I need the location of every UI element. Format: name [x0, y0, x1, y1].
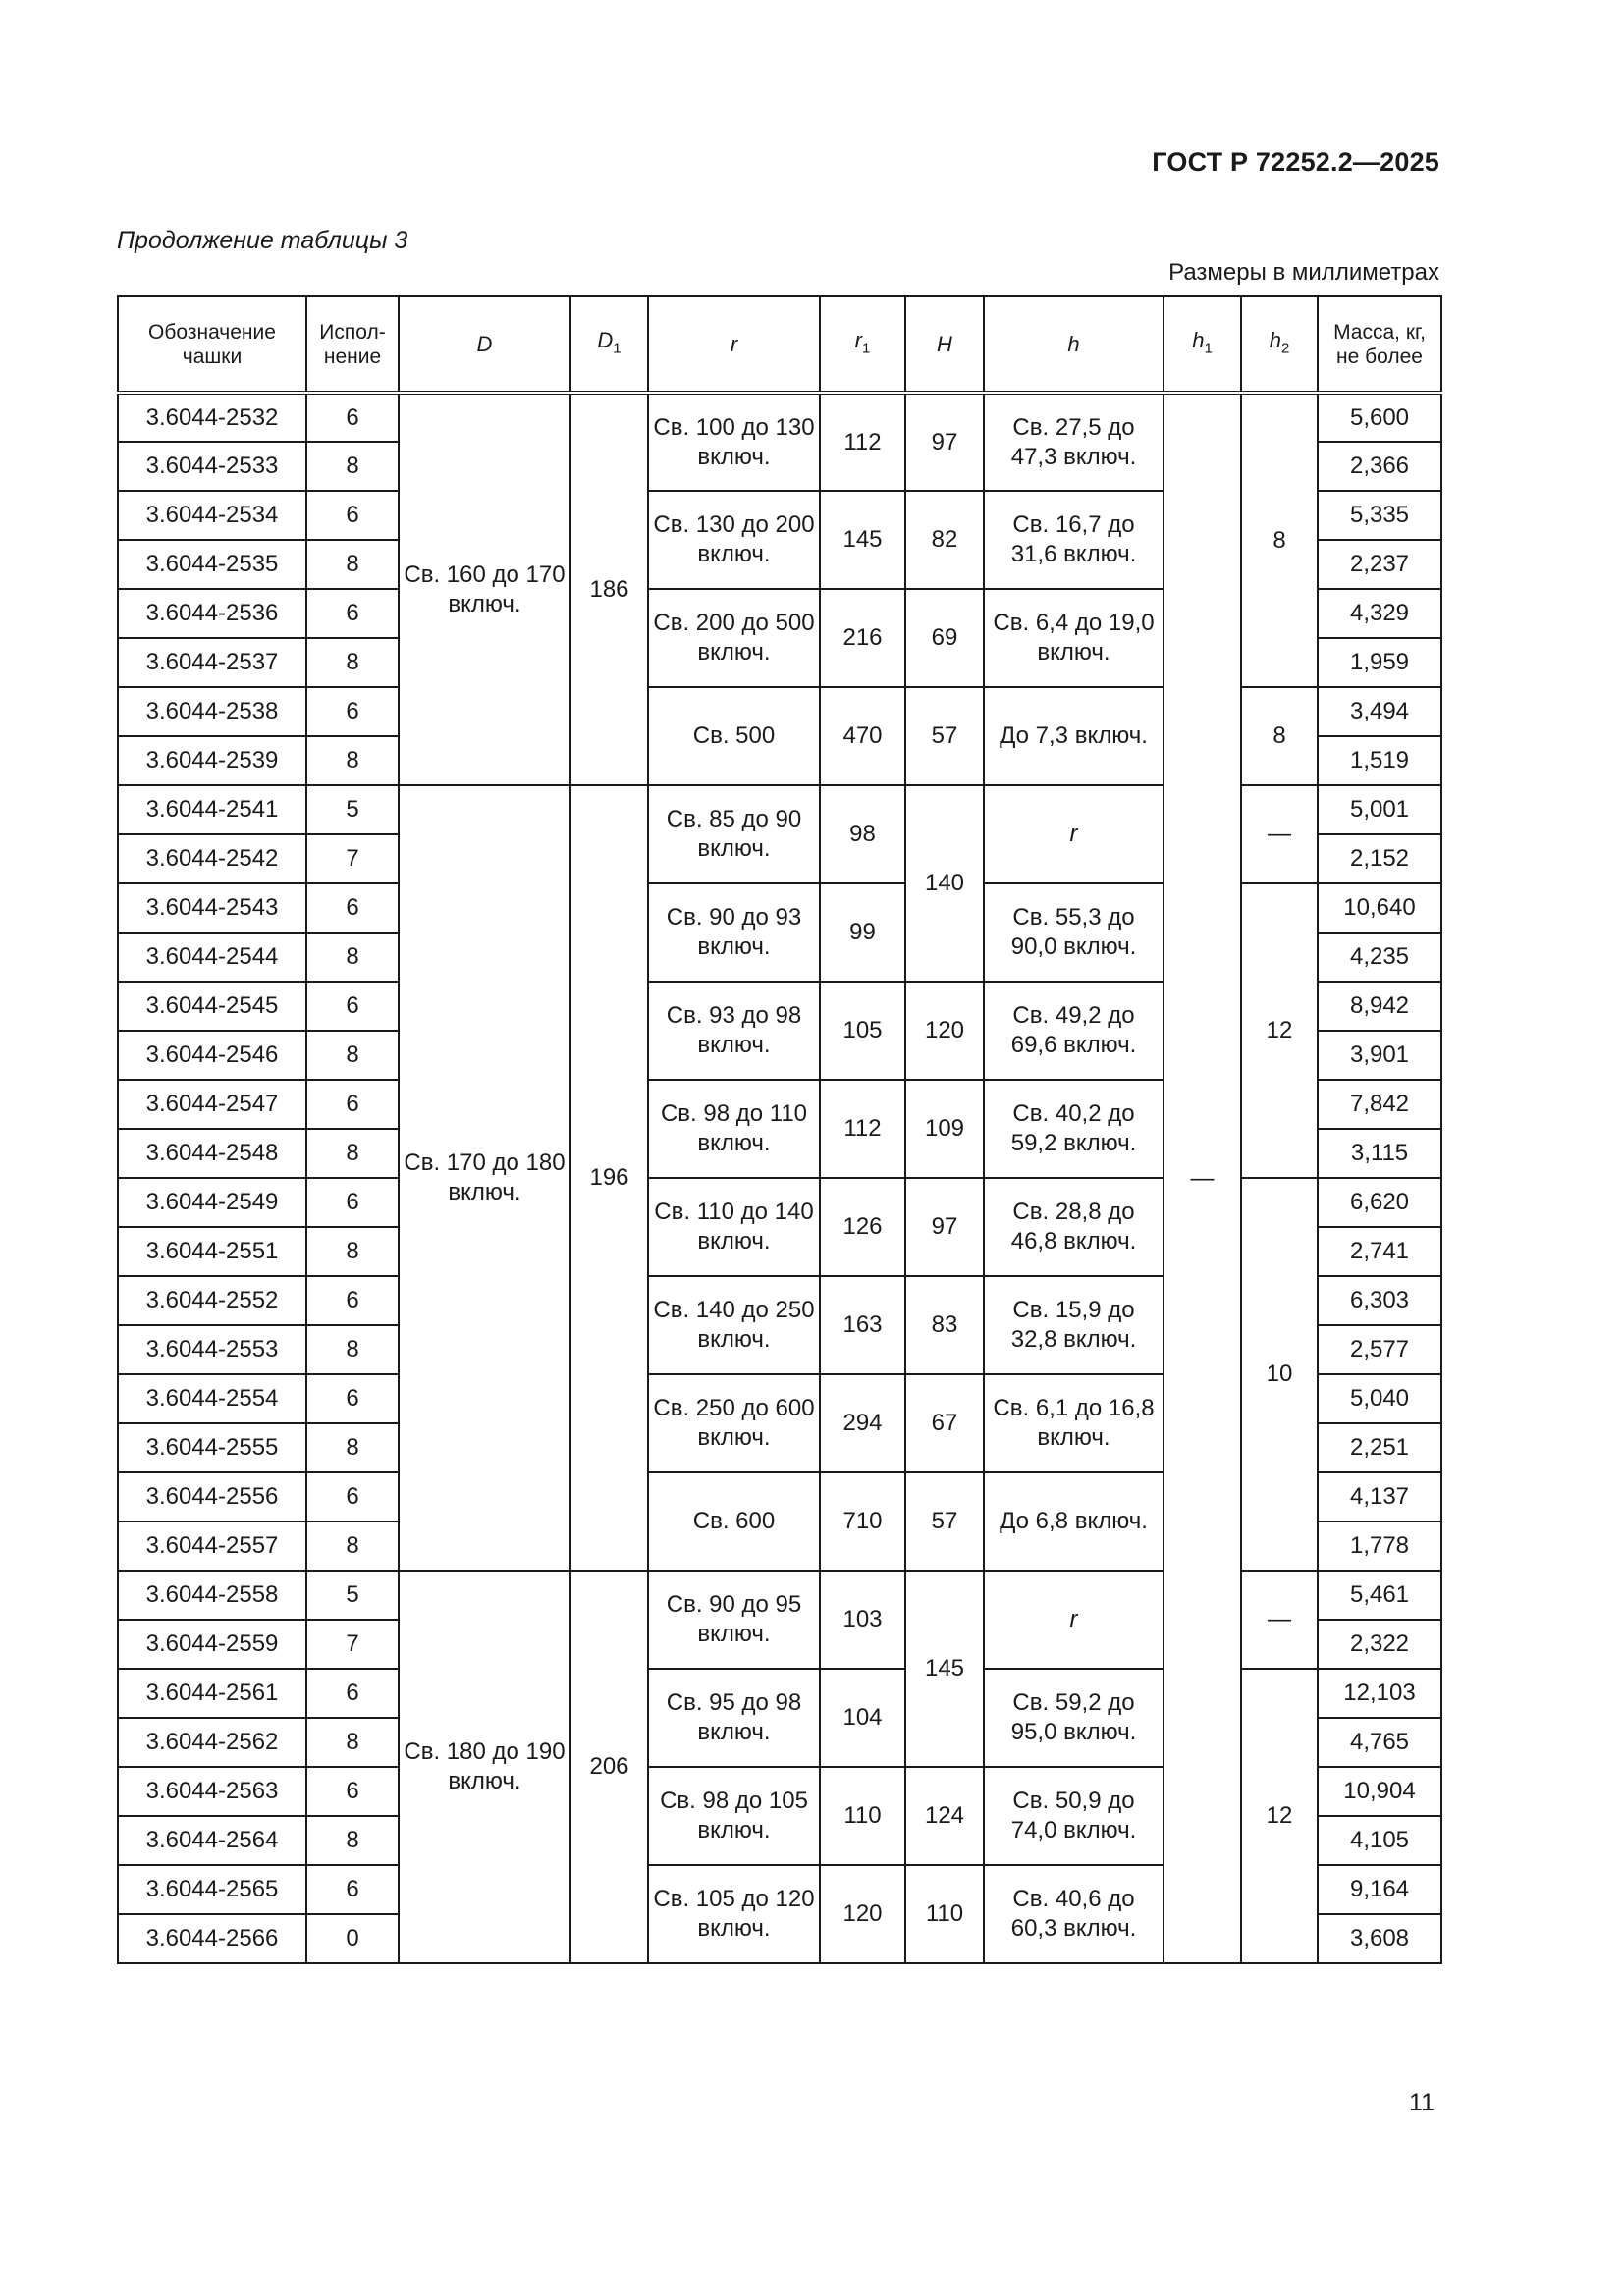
- cell-designation: 3.6044-2565: [118, 1865, 306, 1914]
- cell-h: Св. 55,3 до 90,0 включ.: [984, 883, 1164, 982]
- header-version: Испол-нение: [306, 296, 399, 393]
- header-h2: $h_2$: [1241, 296, 1318, 393]
- cell-r1: 120: [820, 1865, 905, 1963]
- cell-version: 6: [306, 1374, 399, 1423]
- cell-designation: 3.6044-2557: [118, 1522, 306, 1571]
- cell-mass: 3,608: [1318, 1914, 1441, 1963]
- cell-r: Св. 500: [648, 687, 820, 785]
- cell-H: 57: [905, 1472, 984, 1571]
- table-row: [118, 687, 1441, 736]
- cell-version: 6: [306, 1472, 399, 1522]
- cell-h: Св. 59,2 до 95,0 включ.: [984, 1669, 1164, 1767]
- header-D1: $D_1$: [570, 296, 648, 393]
- cell-h: До 6,8 включ.: [984, 1472, 1164, 1571]
- cell-r: Св. 98 до 105 включ.: [648, 1767, 820, 1865]
- cell-D1: 206: [570, 1571, 648, 1963]
- cell-r: Св. 250 до 600 включ.: [648, 1374, 820, 1472]
- cell-mass: 10,640: [1318, 883, 1441, 933]
- page-number: 11: [1409, 2089, 1435, 2116]
- table-row: [118, 1571, 1441, 1620]
- dimensions-table: [117, 295, 1442, 1964]
- cell-version: 8: [306, 1522, 399, 1571]
- cell-version: 8: [306, 442, 399, 491]
- header-H: H: [905, 296, 984, 393]
- cell-version: 8: [306, 933, 399, 982]
- cell-r1: 112: [820, 1080, 905, 1178]
- cell-mass: 2,237: [1318, 540, 1441, 589]
- cell-r: Св. 90 до 93 включ.: [648, 883, 820, 982]
- cell-H: 145: [905, 1571, 984, 1767]
- cell-designation: 3.6044-2545: [118, 982, 306, 1031]
- cell-mass: 4,765: [1318, 1718, 1441, 1767]
- cell-H: 83: [905, 1276, 984, 1374]
- cell-h: Св. 28,8 до 46,8 включ.: [984, 1178, 1164, 1276]
- cell-h: r: [984, 1571, 1164, 1669]
- cell-h: Св. 40,2 до 59,2 включ.: [984, 1080, 1164, 1178]
- cell-version: 6: [306, 883, 399, 933]
- table-row: [118, 1178, 1441, 1227]
- cell-h: До 7,3 включ.: [984, 687, 1164, 785]
- cell-mass: 1,959: [1318, 638, 1441, 687]
- cell-r1: 110: [820, 1767, 905, 1865]
- cell-version: 8: [306, 1325, 399, 1374]
- cell-h2: —: [1241, 1571, 1318, 1669]
- cell-version: 6: [306, 1865, 399, 1914]
- units-note: Размеры в миллиметрах: [1168, 259, 1439, 286]
- cell-r1: 470: [820, 687, 905, 785]
- cell-version: 7: [306, 1620, 399, 1669]
- cell-r: Св. 130 до 200 включ.: [648, 491, 820, 589]
- cell-mass: 7,842: [1318, 1080, 1441, 1129]
- cell-designation: 3.6044-2564: [118, 1816, 306, 1865]
- cell-D: Св. 170 до 180 включ.: [399, 785, 570, 1571]
- cell-version: 8: [306, 1816, 399, 1865]
- cell-H: 109: [905, 1080, 984, 1178]
- cell-h: Св. 6,1 до 16,8 включ.: [984, 1374, 1164, 1472]
- cell-r: Св. 600: [648, 1472, 820, 1571]
- cell-mass: 5,335: [1318, 491, 1441, 540]
- cell-version: 6: [306, 1178, 399, 1227]
- cell-H: 82: [905, 491, 984, 589]
- cell-designation: 3.6044-2546: [118, 1031, 306, 1080]
- cell-h: Св. 15,9 до 32,8 включ.: [984, 1276, 1164, 1374]
- cell-r: Св. 98 до 110 включ.: [648, 1080, 820, 1178]
- cell-mass: 10,904: [1318, 1767, 1441, 1816]
- cell-designation: 3.6044-2534: [118, 491, 306, 540]
- cell-h2: —: [1241, 785, 1318, 883]
- cell-H: 120: [905, 982, 984, 1080]
- header-D: D: [399, 296, 570, 393]
- table-row: [118, 393, 1441, 442]
- cell-designation: 3.6044-2533: [118, 442, 306, 491]
- cell-designation: 3.6044-2554: [118, 1374, 306, 1423]
- cell-designation: 3.6044-2544: [118, 933, 306, 982]
- cell-mass: 1,519: [1318, 736, 1441, 785]
- cell-r1: 216: [820, 589, 905, 687]
- cell-mass: 5,040: [1318, 1374, 1441, 1423]
- cell-designation: 3.6044-2536: [118, 589, 306, 638]
- cell-mass: 4,137: [1318, 1472, 1441, 1522]
- cell-designation: 3.6044-2537: [118, 638, 306, 687]
- cell-designation: 3.6044-2556: [118, 1472, 306, 1522]
- cell-r: Св. 95 до 98 включ.: [648, 1669, 820, 1767]
- cell-H: 140: [905, 785, 984, 982]
- cell-mass: 4,105: [1318, 1816, 1441, 1865]
- cell-D1: 196: [570, 785, 648, 1571]
- cell-r1: 294: [820, 1374, 905, 1472]
- document-code: ГОСТ Р 72252.2—2025: [1152, 147, 1439, 177]
- cell-version: 7: [306, 834, 399, 883]
- cell-version: 6: [306, 1276, 399, 1325]
- cell-h: Св. 50,9 до 74,0 включ.: [984, 1767, 1164, 1865]
- cell-H: 124: [905, 1767, 984, 1865]
- cell-H: 69: [905, 589, 984, 687]
- cell-mass: 5,600: [1318, 393, 1441, 442]
- cell-h: Св. 49,2 до 69,6 включ.: [984, 982, 1164, 1080]
- cell-mass: 3,494: [1318, 687, 1441, 736]
- cell-designation: 3.6044-2538: [118, 687, 306, 736]
- cell-r1: 126: [820, 1178, 905, 1276]
- cell-mass: 3,115: [1318, 1129, 1441, 1178]
- header-h: h: [984, 296, 1164, 393]
- cell-designation: 3.6044-2551: [118, 1227, 306, 1276]
- cell-r1: 112: [820, 393, 905, 491]
- cell-H: 67: [905, 1374, 984, 1472]
- cell-r: Св. 85 до 90 включ.: [648, 785, 820, 883]
- header-mass: Масса, кг, не более: [1318, 296, 1441, 393]
- cell-r: Св. 105 до 120 включ.: [648, 1865, 820, 1963]
- cell-version: 6: [306, 1767, 399, 1816]
- cell-h2: 8: [1241, 393, 1318, 687]
- header-r: r: [648, 296, 820, 393]
- cell-h: Св. 16,7 до 31,6 включ.: [984, 491, 1164, 589]
- table-row: [118, 883, 1441, 933]
- cell-version: 0: [306, 1914, 399, 1963]
- header-r1: $r_1$: [820, 296, 905, 393]
- cell-version: 8: [306, 540, 399, 589]
- cell-r1: 710: [820, 1472, 905, 1571]
- cell-designation: 3.6044-2555: [118, 1423, 306, 1472]
- cell-version: 8: [306, 1423, 399, 1472]
- cell-h2: 8: [1241, 687, 1318, 785]
- cell-r1: 104: [820, 1669, 905, 1767]
- cell-h2: 12: [1241, 883, 1318, 1178]
- cell-version: 8: [306, 1031, 399, 1080]
- cell-designation: 3.6044-2552: [118, 1276, 306, 1325]
- cell-designation: 3.6044-2542: [118, 834, 306, 883]
- cell-D1: 186: [570, 393, 648, 785]
- cell-mass: 5,461: [1318, 1571, 1441, 1620]
- cell-version: 6: [306, 982, 399, 1031]
- table-row: [118, 785, 1441, 834]
- cell-r1: 98: [820, 785, 905, 883]
- cell-mass: 6,303: [1318, 1276, 1441, 1325]
- cell-mass: 5,001: [1318, 785, 1441, 834]
- cell-r1: 99: [820, 883, 905, 982]
- cell-designation: 3.6044-2561: [118, 1669, 306, 1718]
- cell-version: 5: [306, 785, 399, 834]
- cell-H: 97: [905, 1178, 984, 1276]
- cell-D: Св. 160 до 170 включ.: [399, 393, 570, 785]
- cell-mass: 2,251: [1318, 1423, 1441, 1472]
- cell-version: 8: [306, 1129, 399, 1178]
- cell-r1: 163: [820, 1276, 905, 1374]
- cell-designation: 3.6044-2535: [118, 540, 306, 589]
- cell-r: Св. 100 до 130 включ.: [648, 393, 820, 491]
- cell-h2: 10: [1241, 1178, 1318, 1571]
- cell-designation: 3.6044-2553: [118, 1325, 306, 1374]
- header-h1: $h_1$: [1164, 296, 1241, 393]
- cell-designation: 3.6044-2563: [118, 1767, 306, 1816]
- cell-mass: 2,741: [1318, 1227, 1441, 1276]
- cell-designation: 3.6044-2547: [118, 1080, 306, 1129]
- cell-mass: 4,329: [1318, 589, 1441, 638]
- cell-version: 8: [306, 1718, 399, 1767]
- cell-h: Св. 6,4 до 19,0 включ.: [984, 589, 1164, 687]
- cell-h: Св. 40,6 до 60,3 включ.: [984, 1865, 1164, 1963]
- cell-mass: 12,103: [1318, 1669, 1441, 1718]
- cell-r: Св. 90 до 95 включ.: [648, 1571, 820, 1669]
- cell-H: 110: [905, 1865, 984, 1963]
- cell-D: Св. 180 до 190 включ.: [399, 1571, 570, 1963]
- cell-version: 6: [306, 589, 399, 638]
- cell-designation: 3.6044-2543: [118, 883, 306, 933]
- cell-mass: 2,366: [1318, 442, 1441, 491]
- cell-designation: 3.6044-2541: [118, 785, 306, 834]
- cell-version: 8: [306, 736, 399, 785]
- cell-mass: 2,322: [1318, 1620, 1441, 1669]
- cell-designation: 3.6044-2549: [118, 1178, 306, 1227]
- cell-H: 97: [905, 393, 984, 491]
- cell-designation: 3.6044-2559: [118, 1620, 306, 1669]
- cell-designation: 3.6044-2548: [118, 1129, 306, 1178]
- cell-designation: 3.6044-2539: [118, 736, 306, 785]
- cell-mass: 9,164: [1318, 1865, 1441, 1914]
- cell-designation: 3.6044-2566: [118, 1914, 306, 1963]
- header-designation: Обозначение чашки: [118, 296, 306, 393]
- cell-version: 6: [306, 491, 399, 540]
- cell-mass: 2,577: [1318, 1325, 1441, 1374]
- cell-version: 6: [306, 393, 399, 442]
- cell-designation: 3.6044-2532: [118, 393, 306, 442]
- cell-version: 8: [306, 1227, 399, 1276]
- cell-r1: 103: [820, 1571, 905, 1669]
- cell-version: 6: [306, 1080, 399, 1129]
- cell-r: Св. 140 до 250 включ.: [648, 1276, 820, 1374]
- cell-h1: —: [1164, 393, 1241, 1963]
- table-continuation-caption: Продолжение таблицы 3: [117, 227, 408, 254]
- cell-mass: 3,901: [1318, 1031, 1441, 1080]
- cell-H: 57: [905, 687, 984, 785]
- cell-version: 5: [306, 1571, 399, 1620]
- cell-mass: 6,620: [1318, 1178, 1441, 1227]
- cell-r: Св. 200 до 500 включ.: [648, 589, 820, 687]
- cell-mass: 2,152: [1318, 834, 1441, 883]
- cell-r1: 105: [820, 982, 905, 1080]
- cell-mass: 4,235: [1318, 933, 1441, 982]
- cell-version: 8: [306, 638, 399, 687]
- cell-mass: 1,778: [1318, 1522, 1441, 1571]
- cell-h2: 12: [1241, 1669, 1318, 1963]
- cell-r1: 145: [820, 491, 905, 589]
- cell-designation: 3.6044-2562: [118, 1718, 306, 1767]
- cell-version: 6: [306, 1669, 399, 1718]
- cell-h: r: [984, 785, 1164, 883]
- cell-r: Св. 93 до 98 включ.: [648, 982, 820, 1080]
- table-row: [118, 1669, 1441, 1718]
- table-header-row: [118, 296, 1441, 393]
- cell-h: Св. 27,5 до 47,3 включ.: [984, 393, 1164, 491]
- cell-version: 6: [306, 687, 399, 736]
- cell-designation: 3.6044-2558: [118, 1571, 306, 1620]
- cell-r: Св. 110 до 140 включ.: [648, 1178, 820, 1276]
- cell-mass: 8,942: [1318, 982, 1441, 1031]
